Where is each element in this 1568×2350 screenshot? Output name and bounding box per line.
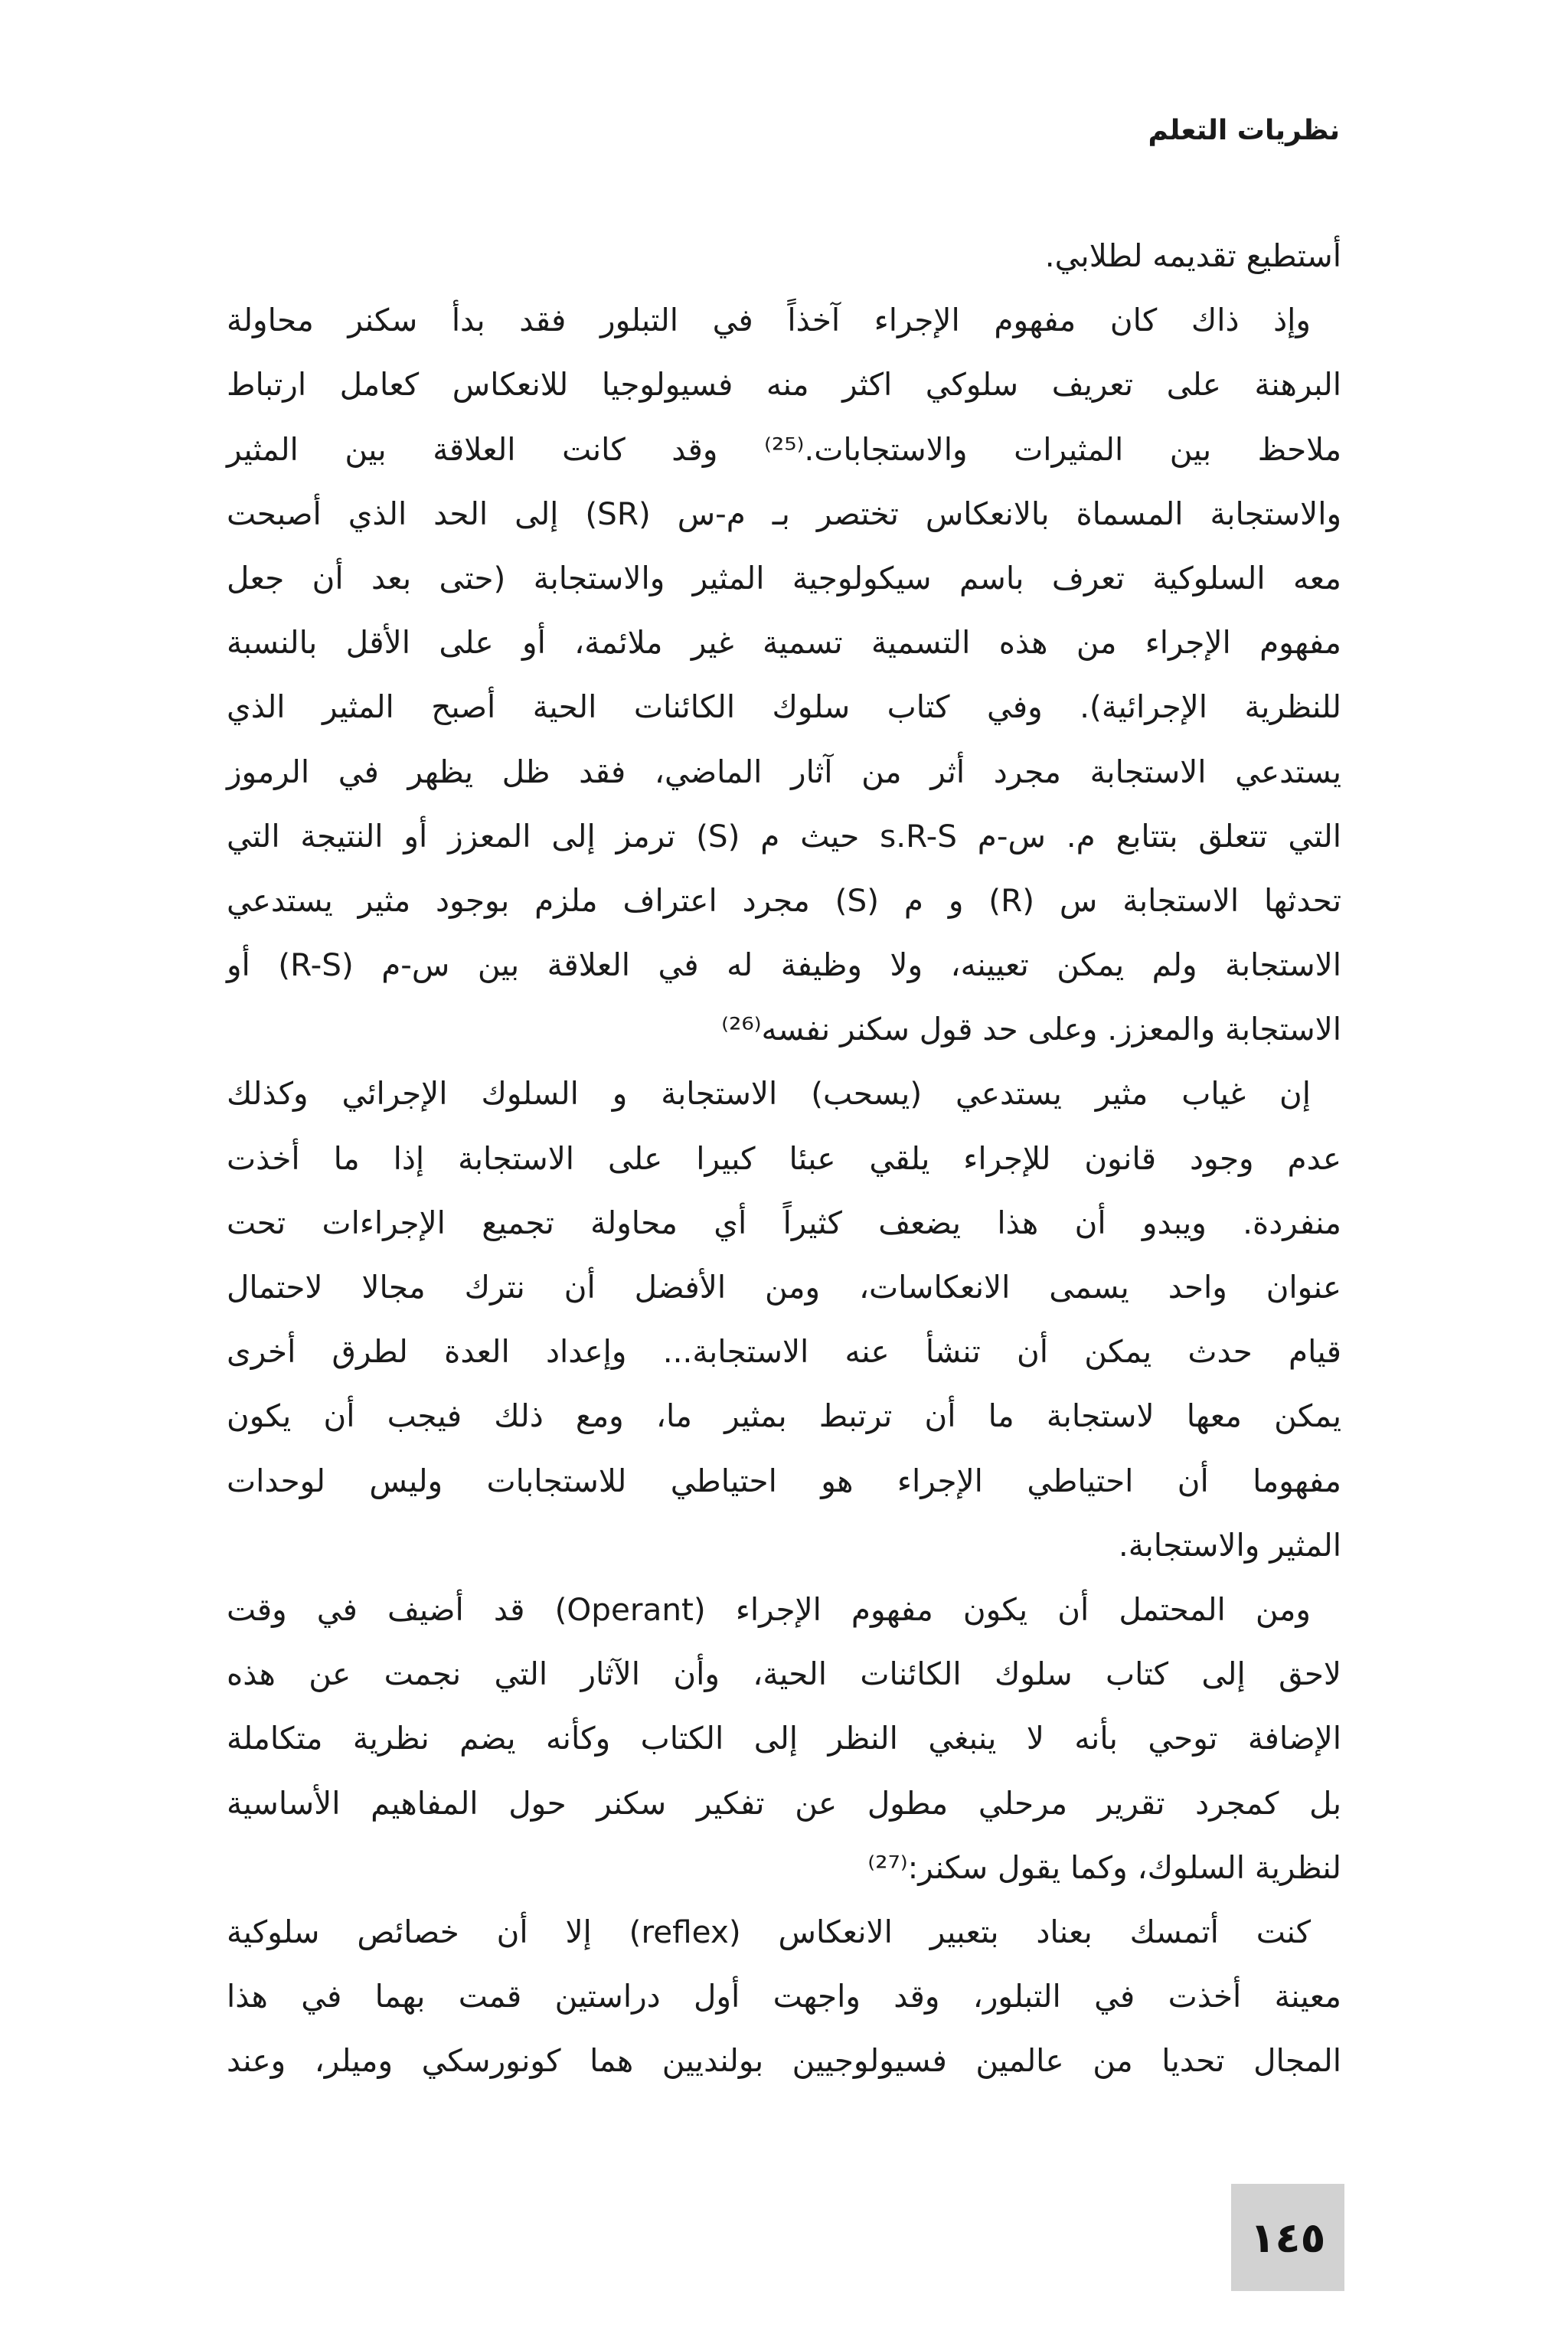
- text-line: قيام حدث يمكن أن تنشأ عنه الاستجابة... وإعداد العدة لطرق أخرى: [227, 1333, 1341, 1371]
- text-line: المثير والاستجابة.: [1118, 1526, 1341, 1564]
- text-line: لنظرية السلوك، وكما يقول سكنر:⁽²⁷⁾: [867, 1848, 1341, 1886]
- text-line: الاستجابة والمعزز. وعلى حد قول سكنر نفسه⁽²⁶⁾: [721, 1011, 1341, 1048]
- text-line: ملاحظ بين المثيرات والاستجابات.⁽²⁵⁾ وقد كانت العلاقة بين المثير: [227, 430, 1342, 468]
- text-line: المجال تحديا من عالمين فسيولوجيين بولنديين هما كونورسكي وميلر، وعند: [227, 2042, 1341, 2080]
- text-line: عدم وجود قانون للإجراء يلقي عبئا كبيرا على الاستجابة إذا ما أخذت: [227, 1139, 1341, 1177]
- text-line: يمكن معها لاستجابة ما أن ترتبط بمثير ما، ومع ذلك فيجب أن يكون: [227, 1397, 1341, 1435]
- text-line: مفهوم الإجراء من هذه التسمية تسمية غير ملائمة، أو على الأقل بالنسبة: [227, 624, 1341, 662]
- text-line: مفهوما أن احتياطي الإجراء هو احتياطي للاستجابات وليس لوحدات: [227, 1462, 1341, 1499]
- page-number-box: [1231, 2184, 1344, 2291]
- text-line: معه السلوكية تعرف باسم سيكولوجية المثير والاستجابة (حتى بعد أن جعل: [227, 559, 1341, 596]
- text-line: بل كمجرد تقرير مرحلي مطول عن تفكير سكنر حول المفاهيم الأساسية: [227, 1784, 1341, 1822]
- text-line: الإضافة توحي بأنه لا ينبغي النظر إلى الكتاب وكأنه يضم نظرية متكاملة: [227, 1720, 1341, 1757]
- text-line: للنظرية الإجرائية). وفي كتاب سلوك الكائنات الحية أصبح المثير الذي: [227, 688, 1341, 726]
- text-line: إن غياب مثير يستدعي (يسحب) الاستجابة و السلوك الإجرائي وكذلك: [227, 1075, 1311, 1113]
- running-header-title: نظريات التعلم: [1148, 115, 1340, 146]
- text-line: الاستجابة ولم يمكن تعيينه، ولا وظيفة له في العلاقة بين س-م (R-S) أو: [227, 946, 1341, 984]
- page-number: ١٤٥: [1250, 2213, 1326, 2262]
- text-line: منفردة. ويبدو أن هذا يضعف كثيراً أي محاولة تجميع الإجراءات تحت: [227, 1204, 1341, 1241]
- text-line: والاستجابة المسماة بالانعكاس تختصر بـ م-س (SR) إلى الحد الذي أصبحت: [227, 495, 1342, 532]
- text-line: أستطيع تقديمه لطلابي.: [1044, 237, 1341, 274]
- text-line: البرهنة على تعريف سلوكي اكثر منه فسيولوجيا للانعكاس كعامل ارتباط: [227, 366, 1341, 404]
- text-line: يستدعي الاستجابة مجرد أثر من آثار الماضي، فقد ظل يظهر في الرموز: [227, 753, 1341, 790]
- text-line: عنوان واحد يسمى الانعكاسات، ومن الأفضل أن نترك مجالا لاحتمال: [227, 1269, 1341, 1306]
- text-line: لاحق إلى كتاب سلوك الكائنات الحية، وأن الآثار التي نجمت عن هذه: [227, 1655, 1341, 1693]
- body-text: [227, 224, 1341, 2093]
- text-line: التي تتعلق بتتابع م. س-م s.R-S حيث م (S) ترمز إلى المعزز أو النتيجة التي: [227, 817, 1341, 855]
- text-line: تحدثها الاستجابة س (R) و م (S) مجرد اعتراف ملزم بوجود مثير يستدعي: [227, 881, 1341, 919]
- text-line: كنت أتمسك بعناد بتعبير الانعكاس (reflex) إلا أن خصائص سلوكية: [227, 1913, 1311, 1950]
- text-line: ومن المحتمل أن يكون مفهوم الإجراء (Operant) قد أضيف في وقت: [227, 1590, 1311, 1628]
- text-line: وإذ ذاك كان مفهوم الإجراء آخذاً في التبلور فقد بدأ سكنر محاولة: [227, 302, 1311, 339]
- text-line: معينة أخذت في التبلور، وقد واجهت أول دراستين قمت بهما في هذا: [227, 1978, 1341, 2015]
